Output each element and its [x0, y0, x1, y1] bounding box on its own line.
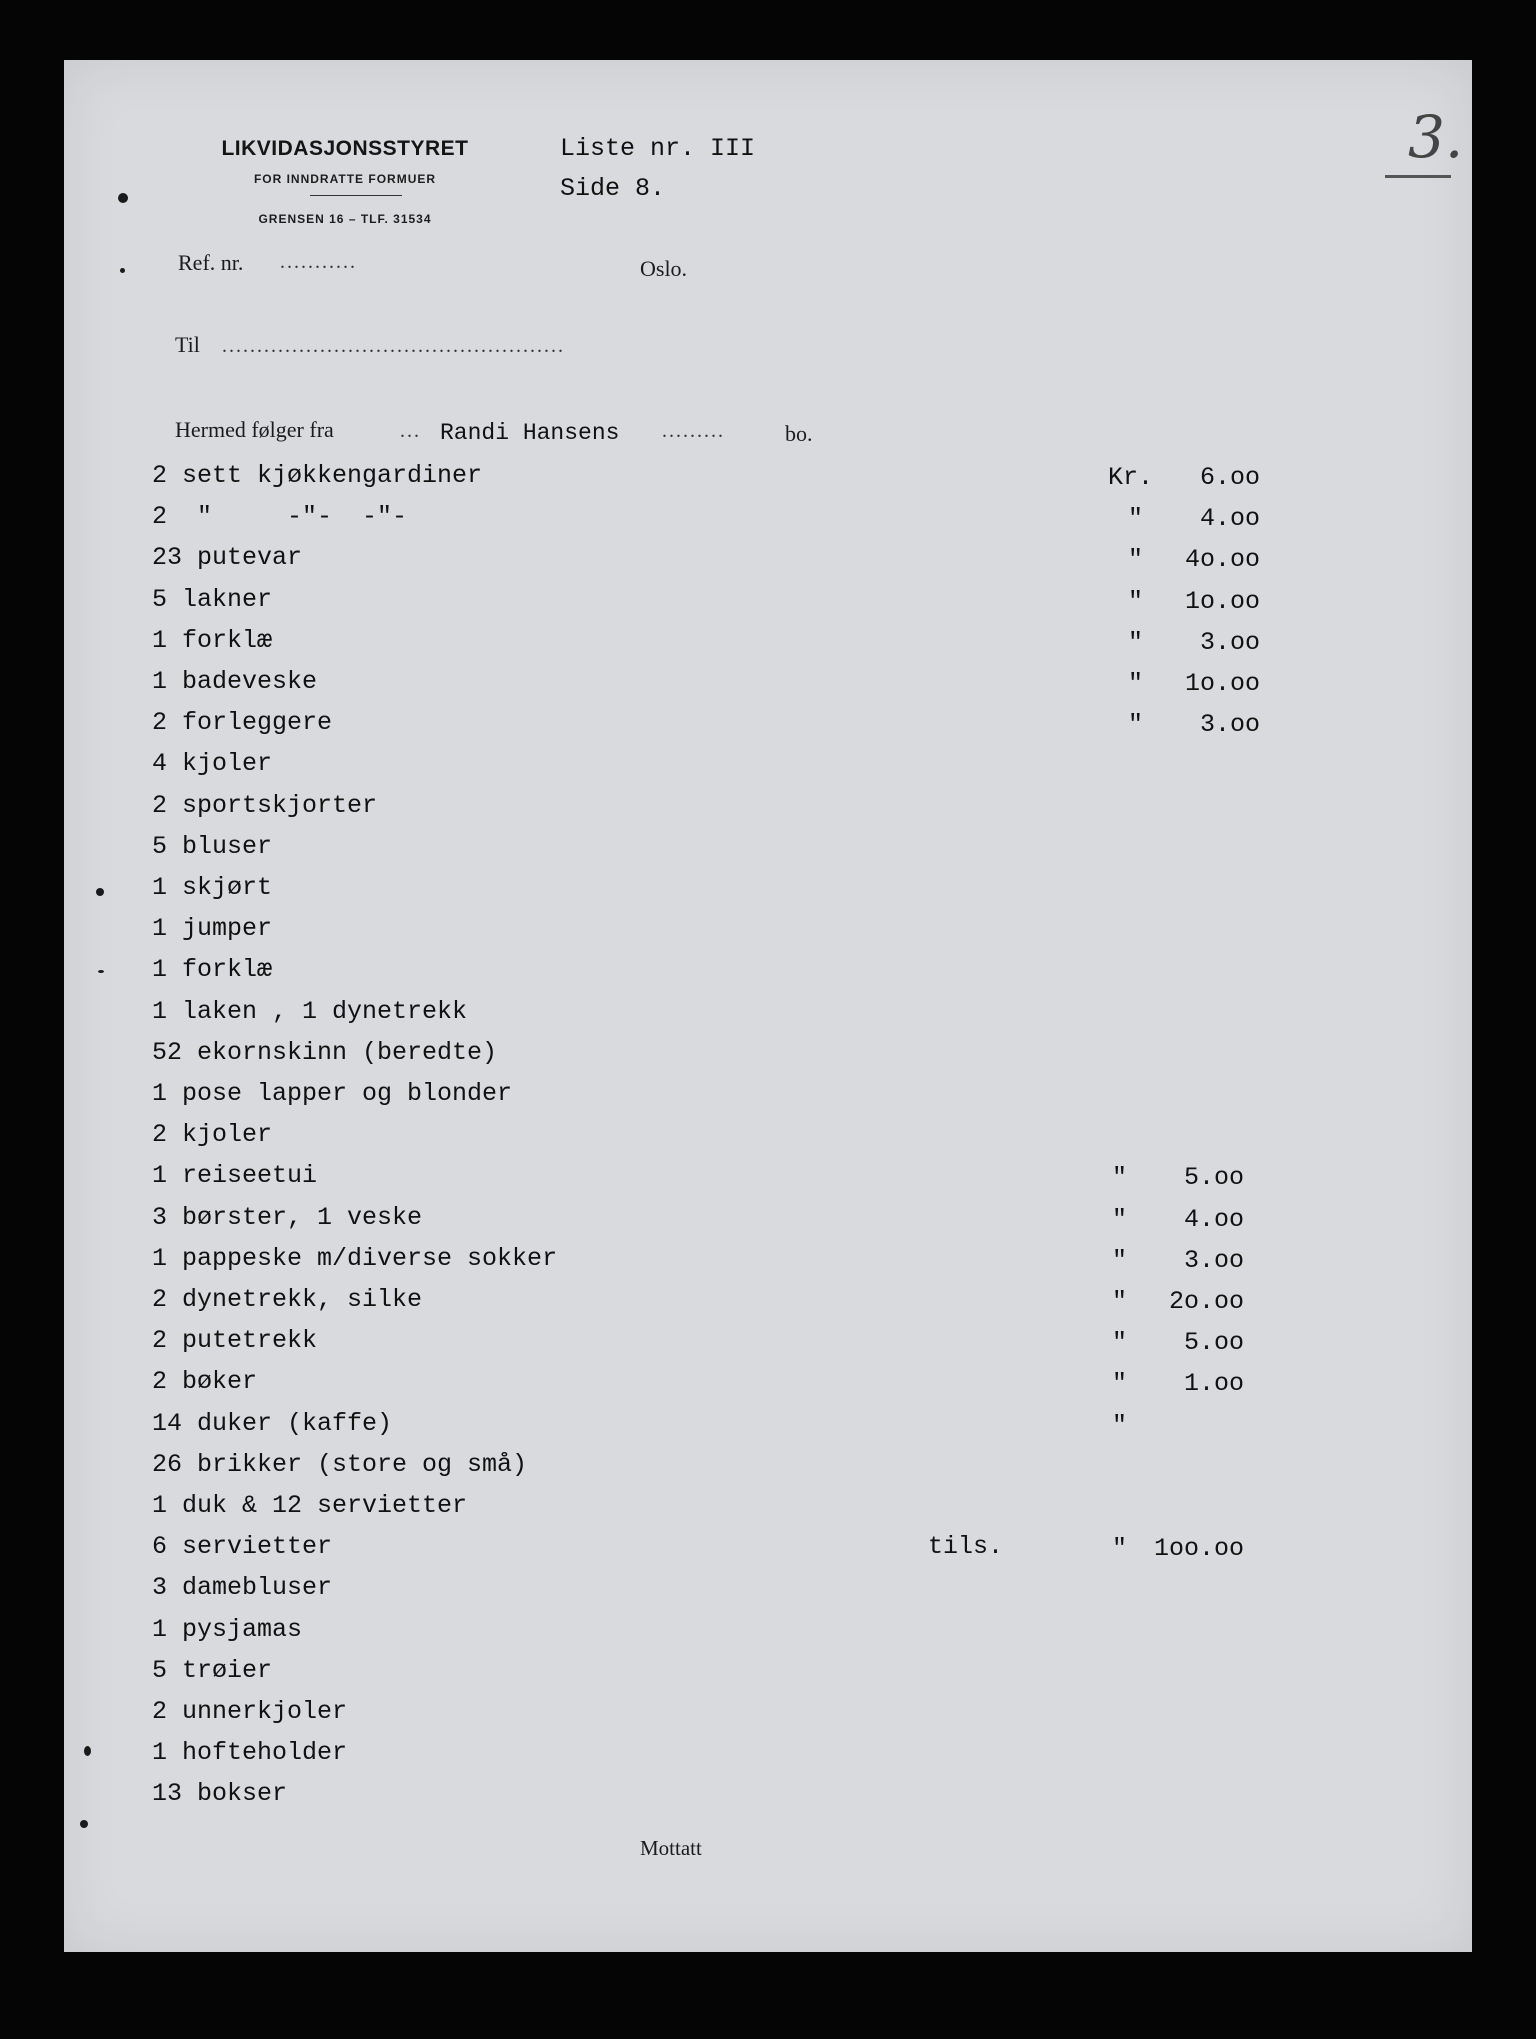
punch-hole-mark [80, 1820, 88, 1828]
punch-hole-mark [118, 193, 128, 203]
item-ditto-mark: " [1128, 587, 1144, 616]
item-value: 6.oo [1199, 463, 1260, 492]
item-value: 5.oo [1183, 1163, 1244, 1192]
page-side-number: Side 8. [560, 174, 666, 203]
item-value: 1o.oo [1184, 587, 1260, 616]
item-text: 1 hofteholder [152, 1738, 348, 1767]
item-text: 14 duker (kaffe) [152, 1409, 393, 1438]
hermed-lead-dots: ... [400, 420, 421, 442]
punch-hole-mark [98, 970, 104, 973]
item-ditto-mark: " [1112, 1411, 1128, 1440]
item-text: 2 sportskjorter [152, 791, 378, 820]
item-value: 4.oo [1199, 504, 1260, 533]
item-text: 2 bøker [152, 1367, 258, 1396]
item-text: 1 pose lapper og blonder [152, 1079, 513, 1108]
punch-hole-mark [96, 888, 104, 896]
item-ditto-mark: Kr. [1108, 463, 1154, 492]
item-text: 52 ekornskinn (beredte) [152, 1038, 498, 1067]
item-text: 2 sett kjøkkengardiner [152, 461, 483, 490]
til-label: Til [175, 332, 200, 357]
item-text: 1 pappeske m/diverse sokker [152, 1244, 558, 1273]
item-text: 6 servietter [152, 1532, 333, 1561]
item-value: 4.oo [1183, 1205, 1244, 1234]
item-text: 3 børster, 1 veske [152, 1203, 423, 1232]
item-text: 1 duk & 12 servietter [152, 1491, 468, 1520]
hermed-label: Hermed følger fra [175, 417, 334, 442]
letterhead-rule [310, 195, 402, 196]
item-ditto-mark: " [1112, 1534, 1128, 1563]
item-text: 5 bluser [152, 832, 273, 861]
item-ditto-mark: " [1128, 669, 1144, 698]
item-value: 5.oo [1183, 1328, 1244, 1357]
item-text: 5 trøier [152, 1656, 273, 1685]
handwritten-page-mark: 3. [1408, 103, 1464, 171]
item-value: 3.oo [1199, 710, 1260, 739]
item-text: 1 reiseetui [152, 1161, 318, 1190]
item-text: 2 unnerkjoler [152, 1697, 348, 1726]
item-ditto-mark: " [1128, 545, 1144, 574]
item-text: 1 forklæ [152, 626, 273, 655]
item-note: tils. [928, 1532, 1004, 1561]
item-value: 4o.oo [1184, 545, 1260, 574]
item-text: 1 forklæ [152, 955, 273, 984]
item-value: 3.oo [1199, 628, 1260, 657]
punch-hole-mark [84, 1746, 91, 1756]
item-value: 1o.oo [1184, 669, 1260, 698]
item-ditto-mark: " [1128, 504, 1144, 533]
item-text: 23 putevar [152, 543, 303, 572]
item-text: 2 putetrekk [152, 1326, 318, 1355]
item-ditto-mark: " [1112, 1163, 1128, 1192]
til-field-dots: ................................................. [222, 335, 565, 357]
letterhead-subtitle: FOR INNDRATTE FORMUER [253, 172, 437, 186]
item-value: 2o.oo [1168, 1287, 1244, 1316]
punch-hole-mark [120, 268, 125, 273]
handwritten-underline [1385, 175, 1451, 178]
item-value: 3.oo [1183, 1246, 1244, 1275]
item-ditto-mark: " [1128, 628, 1144, 657]
ref-label: Ref. nr. [178, 250, 244, 275]
letterhead-org: LIKVIDASJONSSTYRET [221, 137, 469, 160]
item-ditto-mark: " [1128, 710, 1144, 739]
item-text: 1 jumper [152, 914, 273, 943]
item-text: 1 skjørt [152, 873, 273, 902]
item-ditto-mark: " [1112, 1328, 1128, 1357]
item-text: 1 pysjamas [152, 1615, 303, 1644]
item-text: 2 forleggere [152, 708, 333, 737]
item-ditto-mark: " [1112, 1287, 1128, 1316]
hermed-name: Randi Hansens [440, 420, 620, 446]
item-text: 5 lakner [152, 585, 273, 614]
item-text: 3 damebluser [152, 1573, 333, 1602]
item-text: 1 badeveske [152, 667, 318, 696]
list-number: Liste nr. III [560, 134, 756, 163]
item-text: 4 kjoler [152, 749, 273, 778]
hermed-trail-dots: ......... [662, 420, 725, 442]
item-value: 1.oo [1183, 1369, 1244, 1398]
item-text: 26 brikker (store og små) [152, 1450, 528, 1479]
item-ditto-mark: " [1112, 1369, 1128, 1398]
item-text: 13 bokser [152, 1779, 288, 1808]
item-text: 2 " -"- -"- [152, 502, 408, 531]
hermed-suffix: bo. [785, 421, 813, 446]
item-ditto-mark: " [1112, 1246, 1128, 1275]
city-label: Oslo. [640, 256, 688, 281]
item-text: 2 dynetrekk, silke [152, 1285, 423, 1314]
letterhead-address: GRENSEN 16 – TLF. 31534 [258, 212, 432, 226]
item-ditto-mark: " [1112, 1205, 1128, 1234]
item-text: 1 laken , 1 dynetrekk [152, 997, 468, 1026]
ref-field-dots: ........... [280, 251, 357, 273]
item-value: 1oo.oo [1153, 1534, 1244, 1563]
item-text: 2 kjoler [152, 1120, 273, 1149]
mottatt-label: Mottatt [640, 1836, 702, 1860]
